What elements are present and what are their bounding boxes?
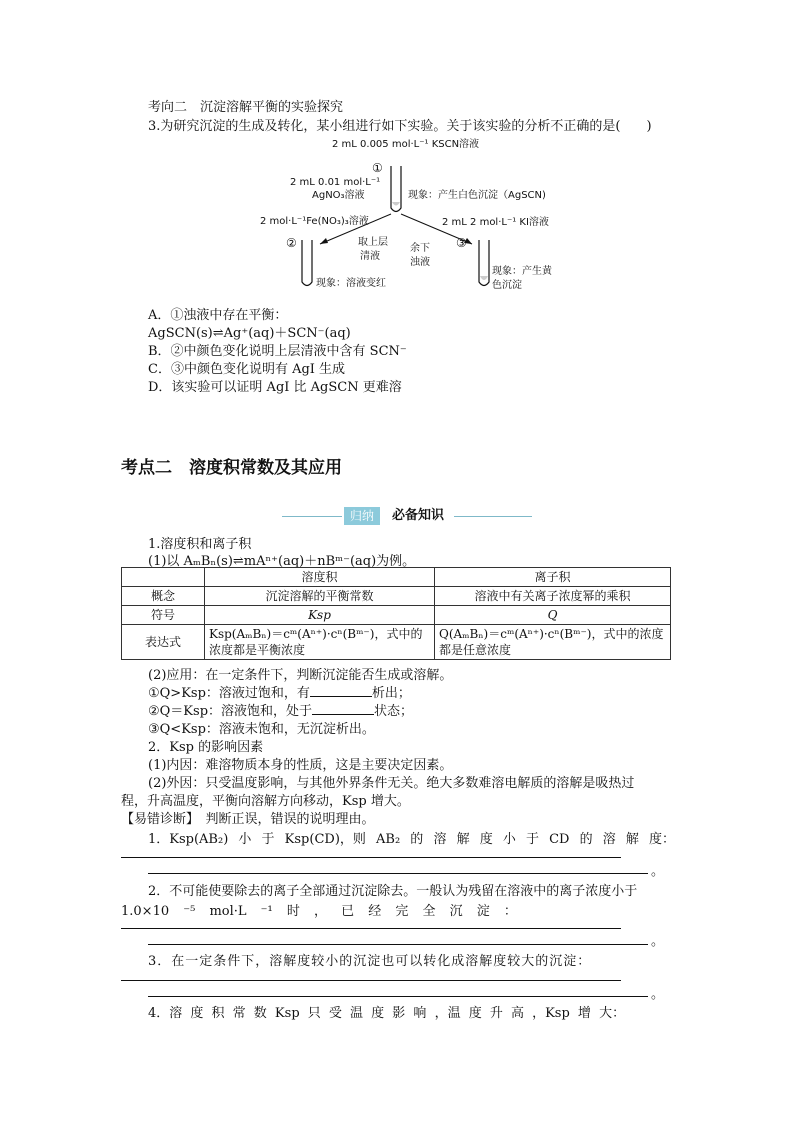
table-row: [122, 625, 671, 660]
answer-line[interactable]: [148, 944, 648, 945]
table-cell: 沉淀溶解的平衡常数: [205, 587, 435, 606]
remain-2: 浊液: [410, 257, 430, 268]
option-d: D．该实验可以证明 AgI 比 AgSCN 更难溶: [148, 380, 402, 395]
table-header: 溶度积: [205, 568, 435, 587]
table-cell: 符号: [122, 606, 205, 625]
option-a: A．①浊液中存在平衡：: [148, 308, 288, 323]
banner-text: 必备知识: [392, 508, 445, 523]
table-cell: Ksp: [205, 606, 435, 625]
end-mark: 。: [651, 934, 665, 949]
take-upper-1: 取上层: [358, 237, 388, 248]
answer-line[interactable]: [148, 996, 648, 997]
observation-3-line1: 现象：产生黄: [492, 266, 552, 277]
remain-1: 余下: [410, 243, 430, 254]
table-cell: Q: [435, 606, 671, 625]
experiment-diagram: [250, 136, 580, 296]
answer-line[interactable]: [121, 980, 621, 981]
question-stem: 3.为研究沉淀的生成及转化，某小组进行如下实验。关于该实验的分析不正确的是( ): [148, 119, 652, 134]
diagnosis-heading: 【易错诊断】 判断正误，错误的说明理由。: [121, 812, 375, 827]
section-heading: 考向二 沉淀溶解平衡的实验探究: [148, 100, 344, 115]
answer-line[interactable]: [121, 857, 621, 858]
application-3: ③Q<Ksp：溶液未饱和，无沉淀析出。: [148, 722, 375, 737]
agno3-label-2: AgNO₃溶液: [312, 190, 365, 201]
fill-blank[interactable]: [310, 684, 372, 697]
table-cell: [122, 568, 205, 587]
question-2-line2: 1.0×10 ⁻⁵ mol·L ⁻¹ 时 ， 已 经 完 全 沉 淀 ：: [121, 904, 517, 919]
application-intro: (2)应用：在一定条件下，判断沉淀能否生成或溶解。: [148, 668, 453, 683]
question-3: 3．在一定条件下，溶解度较小的沉淀也可以转化成溶解度较大的沉淀：: [148, 954, 592, 969]
table-cell: 概念: [122, 587, 205, 606]
item1-subheading: (1)以 AₘBₙ(s)⇌mAⁿ⁺(aq)＋nBᵐ⁻(aq)为例。: [148, 554, 416, 569]
application-2: [148, 700, 413, 719]
option-b: B．②中颜色变化说明上层清液中含有 SCN⁻: [148, 344, 407, 359]
step1-number: ①: [372, 161, 383, 175]
answer-line[interactable]: [121, 928, 621, 929]
option-c: C．③中颜色变化说明有 AgI 生成: [148, 362, 346, 377]
end-mark: 。: [651, 864, 665, 879]
table-cell: 表达式: [122, 625, 205, 660]
table-header: 离子积: [435, 568, 671, 587]
table-row: [122, 606, 671, 625]
question-4: 4．溶 度 积 常 数 Ksp 只 受 温 度 影 响 ，温 度 升 高 ，Ksp 增 大：: [148, 1006, 626, 1021]
ki-reagent-label: 2 mL 2 mol·L⁻¹ KI溶液: [442, 217, 549, 228]
table-cell: Ksp(AₘBₙ)＝cᵐ(Aⁿ⁺)·cⁿ(Bᵐ⁻)，式中的浓度都是平衡浓度: [205, 625, 435, 660]
item1-heading: 1.溶度积和离子积: [148, 537, 252, 552]
top-reagent-label: 2 mL 0.005 mol·L⁻¹ KSCN溶液: [332, 139, 480, 150]
external-factor-2: 程，升高温度，平衡向溶解方向移动，Ksp 增大。: [121, 794, 410, 809]
application-1: [148, 682, 411, 701]
table-cell: Q(AₘBₙ)＝cᵐ(Aⁿ⁺)·cⁿ(Bᵐ⁻)，式中的浓度都是任意浓度: [435, 625, 671, 660]
agno3-label-1: 2 mL 0.01 mol·L⁻¹: [290, 177, 381, 188]
application-1-end: 析出；: [371, 686, 411, 701]
test-tube-1: [391, 166, 401, 212]
fe-reagent-label: 2 mol·L⁻¹Fe(NO₃)₃溶液: [260, 216, 369, 227]
application-1-text: ①Q>Ksp：溶液过饱和，有: [148, 686, 310, 701]
step2-number: ②: [286, 236, 297, 250]
ksp-table: [121, 567, 671, 660]
external-factor-1: (2)外因：只受温度影响，与其他外界条件无关。绝大多数难溶电解质的溶解是吸热过: [148, 776, 635, 791]
fill-blank[interactable]: [312, 702, 374, 715]
end-mark: 。: [651, 987, 665, 1002]
table-row: [122, 568, 671, 587]
question-2-line1: 2．不可能使要除去的离子全部通过沉淀除去。一般认为残留在溶液中的离子浓度小于: [148, 884, 638, 899]
option-a-equation: AgSCN(s)⇌Ag⁺(aq)＋SCN⁻(aq): [148, 326, 351, 341]
application-2-text: ②Q＝Ksp：溶液饱和，处于: [148, 704, 313, 719]
banner-tag: 归纳: [344, 507, 380, 525]
table-cell: 溶液中有关离子浓度幂的乘积: [435, 587, 671, 606]
knowledge-banner: [282, 507, 532, 525]
test-tube-2: [302, 240, 312, 286]
section-title: 考点二 溶度积常数及其应用: [121, 458, 342, 478]
item2-heading: 2．Ksp 的影响因素: [148, 740, 264, 755]
take-upper-2: 清液: [360, 251, 380, 262]
observation-1: 现象：产生白色沉淀（AgSCN): [408, 190, 546, 201]
application-2-end: 状态；: [374, 704, 414, 719]
internal-factor: (1)内因：难溶物质本身的性质，这是主要决定因素。: [148, 758, 453, 773]
answer-line[interactable]: [148, 873, 648, 874]
observation-3-line2: 色沉淀: [492, 280, 522, 291]
question-1: 1．Ksp(AB₂) 小 于 Ksp(CD)，则 AB₂ 的 溶 解 度 小 于 CD 的 溶 解 度：: [148, 832, 675, 847]
table-row: [122, 587, 671, 606]
step3-number: ③: [456, 236, 467, 250]
test-tube-3: [479, 240, 489, 286]
observation-2: 现象：溶液变红: [316, 278, 386, 289]
